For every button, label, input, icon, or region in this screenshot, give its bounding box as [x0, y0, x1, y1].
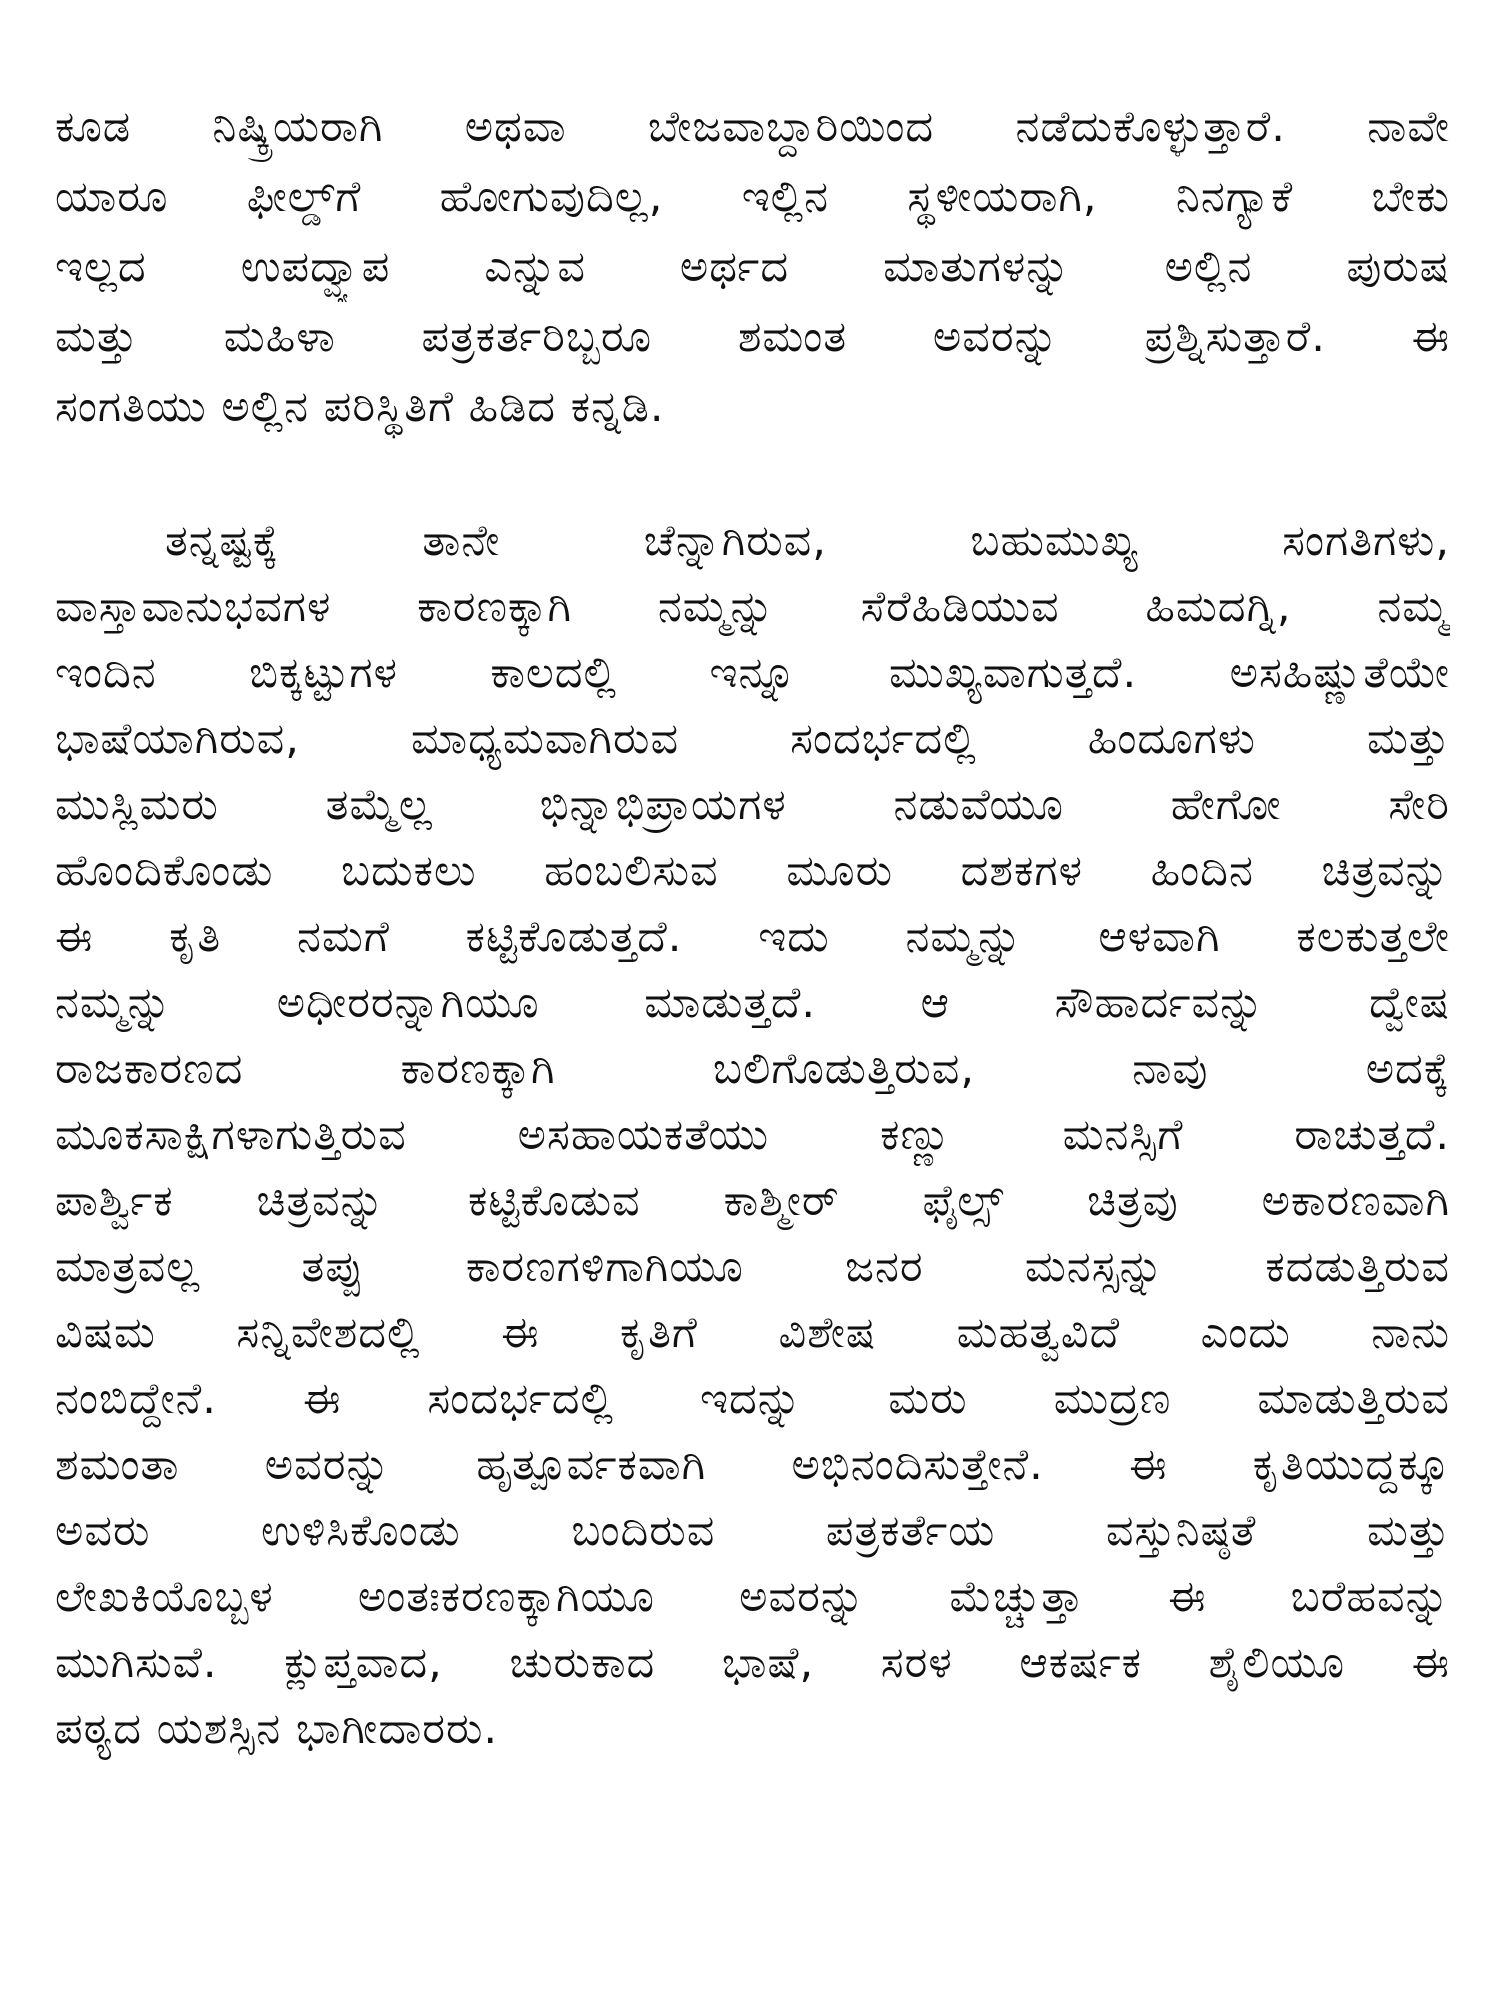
text-line: ಪಾರ್ಶ್ವಿಕ ಚಿತ್ರವನ್ನು ಕಟ್ಟಿಕೊಡುವ ಕಾಶ್ಮೀರ್ ಫೈಲ್ಸ್ ಚಿತ್ರವು ಅಕಾರಣವಾಗಿ — [55, 1176, 1450, 1226]
text-line: ಇಲ್ಲದ ಉಪದ್ವ್ಯಾಪ ಎನ್ನುವ ಅರ್ಥದ ಮಾತುಗಳನ್ನು ಅಲ್ಲಿನ ಪುರುಷ — [55, 242, 1450, 292]
text-line: ಶಮಂತಾ ಅವರನ್ನು ಹೃತ್ಪೂರ್ವಕವಾಗಿ ಅಭಿನಂದಿಸುತ್ತೇನೆ. ಈ ಕೃತಿಯುದ್ದಕ್ಕೂ — [55, 1440, 1450, 1490]
text-line: ಸಂಗತಿಯು ಅಲ್ಲಿನ ಪರಿಸ್ಥಿತಿಗೆ ಹಿಡಿದ ಕನ್ನಡಿ. — [55, 382, 665, 432]
text-line: ಲೇಖಕಿಯೊಬ್ಬಳ ಅಂತಃಕರಣಕ್ಕಾಗಿಯೂ ಅವರನ್ನು ಮೆಚ್ಚುತ್ತಾ ಈ ಬರೆಹವನ್ನು — [55, 1572, 1450, 1622]
text-line: ಹೊಂದಿಕೊಂಡು ಬದುಕಲು ಹಂಬಲಿಸುವ ಮೂರು ದಶಕಗಳ ಹಿಂದಿನ ಚಿತ್ರವನ್ನು — [55, 846, 1450, 896]
text-line: ತನ್ನಷ್ಟಕ್ಕೆ ತಾನೇ ಚೆನ್ನಾಗಿರುವ, ಬಹುಮುಖ್ಯ ಸಂಗತಿಗಳು, — [165, 516, 1450, 566]
text-line: ಮಾತ್ರವಲ್ಲ ತಪ್ಪು ಕಾರಣಗಳಿಗಾಗಿಯೂ ಜನರ ಮನಸ್ಸನ್ನು ಕದಡುತ್ತಿರುವ — [55, 1242, 1450, 1292]
text-line: ಪಠ್ಯದ ಯಶಸ್ಸಿನ ಭಾಗೀದಾರರು. — [55, 1704, 499, 1754]
text-line: ಈ ಕೃತಿ ನಮಗೆ ಕಟ್ಟಿಕೊಡುತ್ತದೆ. ಇದು ನಮ್ಮನ್ನು ಆಳವಾಗಿ ಕಲಕುತ್ತಲೇ — [55, 912, 1450, 962]
text-line: ನಮ್ಮನ್ನು ಅಧೀರರನ್ನಾಗಿಯೂ ಮಾಡುತ್ತದೆ. ಆ ಸೌಹಾರ್ದವನ್ನು ದ್ವೇಷ — [55, 978, 1450, 1028]
text-line: ಕೂಡ ನಿಷ್ಕ್ರಿಯರಾಗಿ ಅಥವಾ ಬೇಜವಾಬ್ದಾರಿಯಿಂದ ನಡೆದುಕೊಳ್ಳುತ್ತಾರೆ. ನಾವೇ — [55, 102, 1450, 152]
text-line: ಮೂಕಸಾಕ್ಷಿಗಳಾಗುತ್ತಿರುವ ಅಸಹಾಯಕತೆಯು ಕಣ್ಣು ಮನಸ್ಸಿಗೆ ರಾಚುತ್ತದೆ. — [55, 1110, 1450, 1160]
text-line: ಭಾಷೆಯಾಗಿರುವ, ಮಾಧ್ಯಮವಾಗಿರುವ ಸಂದರ್ಭದಲ್ಲಿ ಹಿಂದೂಗಳು ಮತ್ತು — [55, 714, 1450, 764]
text-line: ಇಂದಿನ ಬಿಕ್ಕಟ್ಟುಗಳ ಕಾಲದಲ್ಲಿ ಇನ್ನೂ ಮುಖ್ಯವಾಗುತ್ತದೆ. ಅಸಹಿಷ್ಣುತೆಯೇ — [55, 648, 1450, 698]
text-line: ವಾಸ್ತಾವಾನುಭವಗಳ ಕಾರಣಕ್ಕಾಗಿ ನಮ್ಮನ್ನು ಸೆರೆಹಿಡಿಯುವ ಹಿಮದಗ್ನಿ, ನಮ್ಮ — [55, 582, 1450, 632]
text-line: ಅವರು ಉಳಿಸಿಕೊಂಡು ಬಂದಿರುವ ಪತ್ರಕರ್ತೆಯ ವಸ್ತುನಿಷ್ಠತೆ ಮತ್ತು — [55, 1506, 1450, 1556]
text-line: ವಿಷಮ ಸನ್ನಿವೇಶದಲ್ಲಿ ಈ ಕೃತಿಗೆ ವಿಶೇಷ ಮಹತ್ವವಿದೆ ಎಂದು ನಾನು — [55, 1308, 1450, 1358]
text-line: ಮುಸ್ಲಿಮರು ತಮ್ಮೆಲ್ಲ ಭಿನ್ನಾಭಿಪ್ರಾಯಗಳ ನಡುವೆಯೂ ಹೇಗೋ ಸೇರಿ — [55, 780, 1450, 830]
paragraph-1 — [55, 92, 1450, 442]
text-line: ನಂಬಿದ್ದೇನೆ. ಈ ಸಂದರ್ಭದಲ್ಲಿ ಇದನ್ನು ಮರು ಮುದ್ರಣ ಮಾಡುತ್ತಿರುವ — [55, 1374, 1450, 1424]
text-line: ಮುಗಿಸುವೆ. ಕ್ಲುಪ್ತವಾದ, ಚುರುಕಾದ ಭಾಷೆ, ಸರಳ ಆಕರ್ಷಕ ಶೈಲಿಯೂ ಈ — [55, 1638, 1450, 1688]
text-line: ರಾಜಕಾರಣದ ಕಾರಣಕ್ಕಾಗಿ ಬಲಿಗೊಡುತ್ತಿರುವ, ನಾವು ಅದಕ್ಕೆ — [55, 1044, 1450, 1094]
text-line: ಯಾರೂ ಫೀಲ್ಡ್‌ಗೆ ಹೋಗುವುದಿಲ್ಲ, ಇಲ್ಲಿನ ಸ್ಥಳೀಯರಾಗಿ, ನಿನಗ್ಯಾಕೆ ಬೇಕು — [55, 172, 1450, 222]
text-line: ಮತ್ತು ಮಹಿಳಾ ಪತ್ರಕರ್ತರಿಬ್ಬರೂ ಶಮಂತ ಅವರನ್ನು ಪ್ರಶ್ನಿಸುತ್ತಾರೆ. ಈ — [55, 312, 1450, 362]
paragraph-2 — [55, 508, 1450, 1762]
